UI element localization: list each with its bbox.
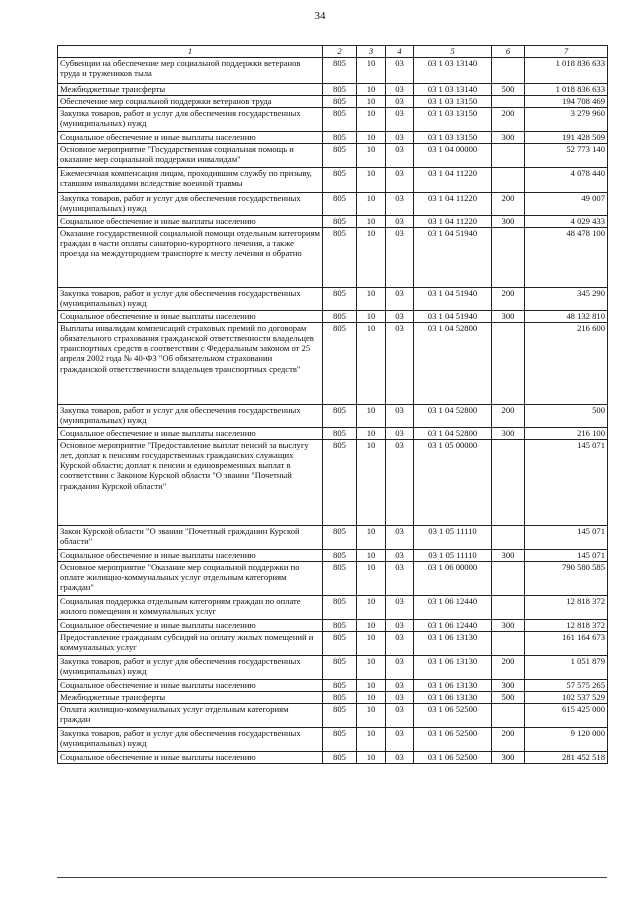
header-cell-amount: 7 (525, 46, 608, 58)
cell-pr: 03 (386, 144, 414, 168)
cell-vr: 200 (492, 288, 525, 311)
cell-name: Закупка товаров, работ и услуг для обеспечения государственных (муниципальных) нужд (58, 193, 323, 216)
cell-gr: 805 (323, 323, 357, 405)
table-row (58, 405, 608, 428)
cell-csr: 03 1 04 52800 (414, 405, 492, 428)
cell-vr (492, 144, 525, 168)
table-row (58, 440, 608, 526)
cell-rz: 10 (357, 84, 386, 96)
cell-rz: 10 (357, 428, 386, 440)
cell-amount: 12 818 372 (525, 620, 608, 632)
cell-vr (492, 632, 525, 656)
cell-amount: 281 452 518 (525, 752, 608, 764)
header-cell-rz: 3 (357, 46, 386, 58)
cell-rz: 10 (357, 526, 386, 550)
table-row (58, 656, 608, 680)
cell-pr: 03 (386, 596, 414, 620)
cell-rz: 10 (357, 168, 386, 193)
cell-name: Социальное обеспечение и иные выплаты населению (58, 620, 323, 632)
cell-amount: 4 029 433 (525, 216, 608, 228)
cell-pr: 03 (386, 132, 414, 144)
cell-pr: 03 (386, 193, 414, 216)
cell-rz: 10 (357, 405, 386, 428)
cell-name: Закупка товаров, работ и услуг для обеспечения государственных (муниципальных) нужд (58, 288, 323, 311)
cell-csr: 03 1 03 13150 (414, 96, 492, 108)
cell-amount: 48 478 100 (525, 228, 608, 288)
cell-pr: 03 (386, 288, 414, 311)
cell-pr: 03 (386, 550, 414, 562)
table-row (58, 193, 608, 216)
header-cell-name: 1 (58, 46, 323, 58)
cell-pr: 03 (386, 228, 414, 288)
cell-amount: 145 071 (525, 526, 608, 550)
table-row (58, 132, 608, 144)
cell-amount: 49 007 (525, 193, 608, 216)
cell-csr: 03 1 03 13150 (414, 108, 492, 132)
cell-name: Социальное обеспечение и иные выплаты населению (58, 680, 323, 692)
cell-csr: 03 1 04 52800 (414, 323, 492, 405)
cell-gr: 805 (323, 108, 357, 132)
cell-vr (492, 440, 525, 526)
cell-name: Социальное обеспечение и иные выплаты населению (58, 550, 323, 562)
cell-rz: 10 (357, 132, 386, 144)
cell-amount: 102 537 529 (525, 692, 608, 704)
cell-gr: 805 (323, 562, 357, 596)
cell-pr: 03 (386, 58, 414, 84)
cell-name: Социальное обеспечение и иные выплаты населению (58, 132, 323, 144)
cell-csr: 03 1 06 13130 (414, 680, 492, 692)
page-number: 34 (314, 10, 326, 22)
cell-gr: 805 (323, 168, 357, 193)
cell-pr: 03 (386, 108, 414, 132)
cell-vr: 200 (492, 405, 525, 428)
cell-amount: 790 580 585 (525, 562, 608, 596)
table-header-row (58, 46, 608, 58)
cell-amount: 1 018 836 633 (525, 58, 608, 84)
cell-vr: 200 (492, 656, 525, 680)
cell-pr: 03 (386, 84, 414, 96)
table-row (58, 728, 608, 752)
cell-name: Социальное обеспечение и иные выплаты населению (58, 428, 323, 440)
table-row (58, 288, 608, 311)
cell-gr: 805 (323, 228, 357, 288)
cell-amount: 191 428 509 (525, 132, 608, 144)
cell-name: Закупка товаров, работ и услуг для обеспечения государственных (муниципальных) нужд (58, 728, 323, 752)
cell-pr: 03 (386, 526, 414, 550)
cell-pr: 03 (386, 440, 414, 526)
cell-csr: 03 1 05 11110 (414, 526, 492, 550)
cell-csr: 03 1 04 11220 (414, 168, 492, 193)
cell-amount: 500 (525, 405, 608, 428)
cell-rz: 10 (357, 728, 386, 752)
cell-gr: 805 (323, 596, 357, 620)
cell-gr: 805 (323, 216, 357, 228)
cell-rz: 10 (357, 550, 386, 562)
header-cell-vr: 6 (492, 46, 525, 58)
cell-amount: 1 051 879 (525, 656, 608, 680)
cell-csr: 03 1 04 00000 (414, 144, 492, 168)
cell-gr: 805 (323, 405, 357, 428)
cell-gr: 805 (323, 193, 357, 216)
cell-vr: 200 (492, 728, 525, 752)
cell-vr (492, 562, 525, 596)
cell-csr: 03 1 04 51940 (414, 228, 492, 288)
table-row (58, 752, 608, 764)
table-row (58, 428, 608, 440)
cell-gr: 805 (323, 428, 357, 440)
cell-name: Основное мероприятие "Государственная социальная помощь и оказание мер социальной поддержки инвалидам" (58, 144, 323, 168)
cell-rz: 10 (357, 108, 386, 132)
cell-csr: 03 1 06 13130 (414, 656, 492, 680)
table-row (58, 526, 608, 550)
table-row (58, 680, 608, 692)
cell-rz: 10 (357, 144, 386, 168)
cell-gr: 805 (323, 526, 357, 550)
table-row (58, 168, 608, 193)
cell-rz: 10 (357, 193, 386, 216)
cell-gr: 805 (323, 96, 357, 108)
cell-rz: 10 (357, 323, 386, 405)
cell-vr (492, 323, 525, 405)
table-row (58, 311, 608, 323)
cell-pr: 03 (386, 428, 414, 440)
cell-name: Оплата жилищно-коммунальных услуг отдельным категориям граждан (58, 704, 323, 728)
table-row (58, 596, 608, 620)
cell-amount: 161 164 673 (525, 632, 608, 656)
table-row (58, 84, 608, 96)
cell-name: Субвенции на обеспечение мер социальной поддержки ветеранов труда и тружеников тыла (58, 58, 323, 84)
cell-csr: 03 1 05 00000 (414, 440, 492, 526)
cell-amount: 216 100 (525, 428, 608, 440)
cell-pr: 03 (386, 168, 414, 193)
cell-vr: 500 (492, 84, 525, 96)
table-row (58, 323, 608, 405)
table-row (58, 108, 608, 132)
cell-vr: 200 (492, 108, 525, 132)
cell-vr: 300 (492, 620, 525, 632)
cell-gr: 805 (323, 728, 357, 752)
cell-vr: 300 (492, 132, 525, 144)
cell-name: Закупка товаров, работ и услуг для обеспечения государственных (муниципальных) нужд (58, 656, 323, 680)
cell-gr: 805 (323, 550, 357, 562)
cell-csr: 03 1 06 00000 (414, 562, 492, 596)
cell-name: Предоставление гражданам субсидий на оплату жилых помещений и коммунальных услуг (58, 632, 323, 656)
cell-amount: 145 071 (525, 440, 608, 526)
budget-table (57, 45, 608, 764)
cell-amount: 52 773 140 (525, 144, 608, 168)
cell-name: Ежемесячная компенсация лицам, проходившим службу по призыву, ставшим инвалидами вследствие военной травмы (58, 168, 323, 193)
cell-csr: 03 1 06 12440 (414, 596, 492, 620)
cell-name: Основное мероприятие "Предоставление выплат пенсий за выслугу лет, доплат к пенсиям государственных гражданских служащих Курской области; доплат к пенсии и единовременных выплат в соответствии с Законом Курской области "О звании "Почетный гражданин Курской области" (58, 440, 323, 526)
cell-vr (492, 526, 525, 550)
cell-gr: 805 (323, 84, 357, 96)
cell-rz: 10 (357, 440, 386, 526)
cell-name: Закупка товаров, работ и услуг для обеспечения государственных (муниципальных) нужд (58, 405, 323, 428)
cell-amount: 48 132 810 (525, 311, 608, 323)
cell-rz: 10 (357, 562, 386, 596)
cell-amount: 9 120 000 (525, 728, 608, 752)
cell-rz: 10 (357, 58, 386, 84)
cell-gr: 805 (323, 656, 357, 680)
header-cell-pr: 4 (386, 46, 414, 58)
cell-pr: 03 (386, 216, 414, 228)
cell-csr: 03 1 06 52500 (414, 728, 492, 752)
cell-name: Основное мероприятие "Оказание мер социальной поддержки по оплате жилищно-коммунальных услуг отдельным категориям граждан" (58, 562, 323, 596)
cell-gr: 805 (323, 132, 357, 144)
cell-vr (492, 96, 525, 108)
cell-gr: 805 (323, 288, 357, 311)
cell-gr: 805 (323, 752, 357, 764)
cell-vr (492, 168, 525, 193)
cell-gr: 805 (323, 632, 357, 656)
cell-csr: 03 1 03 13140 (414, 58, 492, 84)
cell-pr: 03 (386, 632, 414, 656)
cell-csr: 03 1 04 11220 (414, 216, 492, 228)
cell-gr: 805 (323, 311, 357, 323)
cell-amount: 345 290 (525, 288, 608, 311)
cell-csr: 03 1 03 13140 (414, 84, 492, 96)
cell-amount: 4 078 440 (525, 168, 608, 193)
cell-pr: 03 (386, 680, 414, 692)
table-row (58, 144, 608, 168)
cell-vr: 300 (492, 550, 525, 562)
cell-csr: 03 1 06 13130 (414, 692, 492, 704)
cell-name: Социальное обеспечение и иные выплаты населению (58, 216, 323, 228)
table-row (58, 620, 608, 632)
cell-amount: 216 600 (525, 323, 608, 405)
cell-gr: 805 (323, 620, 357, 632)
cell-rz: 10 (357, 752, 386, 764)
table-row (58, 216, 608, 228)
cell-name: Обеспечение мер социальной поддержки ветеранов труда (58, 96, 323, 108)
cell-gr: 805 (323, 58, 357, 84)
cell-vr: 300 (492, 752, 525, 764)
cell-rz: 10 (357, 288, 386, 311)
cell-csr: 03 1 05 11110 (414, 550, 492, 562)
cell-gr: 805 (323, 440, 357, 526)
table-row (58, 228, 608, 288)
cell-gr: 805 (323, 704, 357, 728)
cell-pr: 03 (386, 704, 414, 728)
cell-name: Межбюджетные трансферты (58, 692, 323, 704)
cell-gr: 805 (323, 692, 357, 704)
cell-csr: 03 1 03 13150 (414, 132, 492, 144)
table-row (58, 692, 608, 704)
cell-csr: 03 1 04 52800 (414, 428, 492, 440)
cell-amount: 12 818 372 (525, 596, 608, 620)
cell-csr: 03 1 04 51940 (414, 288, 492, 311)
cell-csr: 03 1 04 51940 (414, 311, 492, 323)
cell-pr: 03 (386, 692, 414, 704)
cell-pr: 03 (386, 323, 414, 405)
cell-amount: 615 425 000 (525, 704, 608, 728)
cell-csr: 03 1 04 11220 (414, 193, 492, 216)
cell-pr: 03 (386, 728, 414, 752)
cell-rz: 10 (357, 228, 386, 288)
cell-csr: 03 1 06 13130 (414, 632, 492, 656)
cell-vr (492, 596, 525, 620)
table-row (58, 632, 608, 656)
cell-vr: 300 (492, 680, 525, 692)
table-row (58, 550, 608, 562)
cell-rz: 10 (357, 692, 386, 704)
cell-rz: 10 (357, 704, 386, 728)
cell-vr (492, 58, 525, 84)
table-row (58, 58, 608, 84)
cell-vr: 300 (492, 428, 525, 440)
header-cell-csr: 5 (414, 46, 492, 58)
cell-vr: 300 (492, 216, 525, 228)
cell-pr: 03 (386, 656, 414, 680)
cell-rz: 10 (357, 656, 386, 680)
cell-amount: 1 018 836 633 (525, 84, 608, 96)
cell-vr: 500 (492, 692, 525, 704)
cell-csr: 03 1 06 52500 (414, 704, 492, 728)
cell-gr: 805 (323, 144, 357, 168)
table-row (58, 704, 608, 728)
cell-pr: 03 (386, 562, 414, 596)
cell-pr: 03 (386, 311, 414, 323)
cell-rz: 10 (357, 216, 386, 228)
cell-name: Межбюджетные трансферты (58, 84, 323, 96)
cell-rz: 10 (357, 596, 386, 620)
cell-vr (492, 228, 525, 288)
cell-rz: 10 (357, 620, 386, 632)
cell-rz: 10 (357, 680, 386, 692)
table-row (58, 562, 608, 596)
cell-gr: 805 (323, 680, 357, 692)
cell-rz: 10 (357, 311, 386, 323)
cell-name: Выплаты инвалидам компенсаций страховых премий по договорам обязательного страхования гражданской ответственности владельцев транспортных средств в соответствии с Федеральным законом от 25 апреля 2002 года № 40-ФЗ "Об обязательном страховании гражданской ответственности владельцев транспортных средств" (58, 323, 323, 405)
cell-amount: 57 575 265 (525, 680, 608, 692)
cell-name: Закупка товаров, работ и услуг для обеспечения государственных (муниципальных) нужд (58, 108, 323, 132)
cell-name: Социальное обеспечение и иные выплаты населению (58, 311, 323, 323)
cell-amount: 194 708 469 (525, 96, 608, 108)
cell-vr (492, 704, 525, 728)
cell-csr: 03 1 06 52500 (414, 752, 492, 764)
cell-amount: 3 279 960 (525, 108, 608, 132)
cell-amount: 145 071 (525, 550, 608, 562)
cell-vr: 200 (492, 193, 525, 216)
cell-pr: 03 (386, 405, 414, 428)
cell-name: Закон Курской области "О звании "Почетный гражданин Курской области" (58, 526, 323, 550)
header-cell-gr: 2 (323, 46, 357, 58)
table-row (58, 96, 608, 108)
cell-csr: 03 1 06 12440 (414, 620, 492, 632)
cell-name: Социальная поддержка отдельным категориям граждан по оплате жилого помещения и коммунальных услуг (58, 596, 323, 620)
cell-name: Оказание государственной социальной помощи отдельным категориям граждан в части оплаты санаторно-курортного лечения, а также проезда на междугороднем транспорте к месту лечения и обратно (58, 228, 323, 288)
cell-pr: 03 (386, 96, 414, 108)
cell-pr: 03 (386, 752, 414, 764)
cell-rz: 10 (357, 96, 386, 108)
cell-name: Социальное обеспечение и иные выплаты населению (58, 752, 323, 764)
cell-pr: 03 (386, 620, 414, 632)
cell-vr: 300 (492, 311, 525, 323)
page-bottom-rule (57, 877, 607, 878)
cell-rz: 10 (357, 632, 386, 656)
